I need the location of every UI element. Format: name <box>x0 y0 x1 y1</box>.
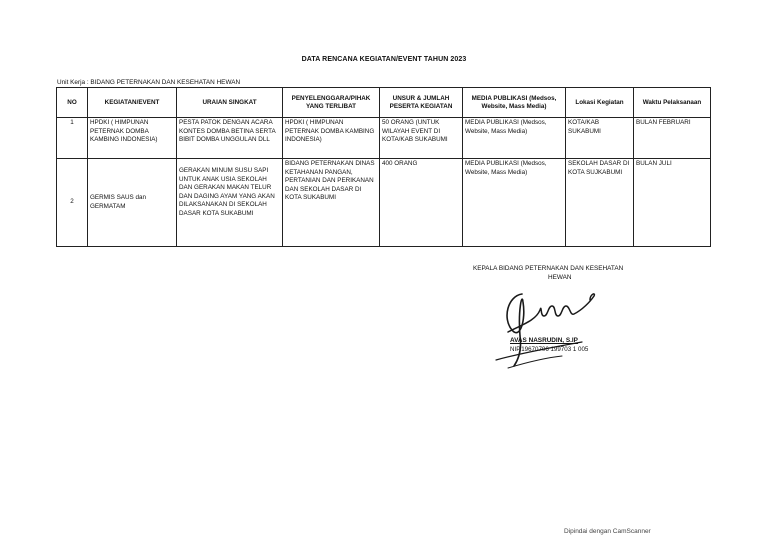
cell-uraian: PESTA PATOK DENGAN ACARA KONTES DOMBA BETINA SERTA BIBIT DOMBA UNGGULAN DLL <box>177 118 283 159</box>
cell-lokasi: SEKOLAH DASAR DI KOTA SUJKABUMI <box>566 159 634 247</box>
unit-kerja: Unit Kerja : BIDANG PETERNAKAN DAN KESEHATAN HEWAN <box>57 79 241 86</box>
cell-uraian: GERAKAN MINUM SUSU SAPI UNTUK ANAK USIA SEKOLAH DAN GERAKAN MAKAN TELUR DAN DAGING AYAM YANG AKAN DILAKSANAKAN DI SEKOLAH DASAR KOTA SUKABUMI <box>177 159 283 247</box>
cell-kegiatan: HPDKI ( HIMPUNAN PETERNAK DOMBA KAMBING INDONESIA) <box>88 118 177 159</box>
col-header-no: NO <box>57 88 88 118</box>
cell-peserta: 400 ORANG <box>380 159 463 247</box>
table-header-row <box>57 88 711 118</box>
handwritten-signature <box>478 280 618 370</box>
cell-media: MEDIA PUBLIKASI (Medsos, Website, Mass Media) <box>463 118 566 159</box>
col-header-lokasi: Lokasi Kegiatan <box>566 88 634 118</box>
col-header-penyelenggara: PENYELENGGARA/PIHAK YANG TERLIBAT <box>283 88 380 118</box>
cell-lokasi: KOTA/KAB SUKABUMI <box>566 118 634 159</box>
cell-penyelenggara: HPDKI ( HIMPUNAN PETERNAK DOMBA KAMBING INDONESIA) <box>283 118 380 159</box>
col-header-uraian: URAIAN SINGKAT <box>177 88 283 118</box>
cell-media: MEDIA PUBLIKASI (Medsos, Website, Mass Media) <box>463 159 566 247</box>
scanner-watermark: Dipindai dengan CamScanner <box>564 528 651 535</box>
cell-peserta: 50 ORANG (UNTUK WILAYAH EVENT DI KOTA/KAB SUKABUMI <box>380 118 463 159</box>
col-header-waktu: Waktu Pelaksanaan <box>634 88 711 118</box>
table-row <box>57 159 711 247</box>
cell-no: 1 <box>57 118 88 159</box>
signature-title-line1: KEPALA BIDANG PETERNAKAN DAN KESEHATAN <box>473 265 624 272</box>
document-title: DATA RENCANA KEGIATAN/EVENT TAHUN 2023 <box>301 56 467 63</box>
cell-penyelenggara: BIDANG PETERNAKAN DINAS KETAHANAN PANGAN, PERTANIAN DAN PERIKANAN DAN SEKOLAH DASAR DI KOTA SUKABUMI <box>283 159 380 247</box>
cell-no: 2 <box>57 159 88 247</box>
cell-waktu: BULAN JULI <box>634 159 711 247</box>
activity-table <box>56 87 711 247</box>
col-header-kegiatan: KEGIATAN/EVENT <box>88 88 177 118</box>
signatory-name: AVAS NASRUDIN, S.IP <box>510 337 578 344</box>
table-row <box>57 118 711 159</box>
cell-waktu: BULAN FEBRUARI <box>634 118 711 159</box>
col-header-peserta: UNSUR & JUMLAH PESERTA KEGIATAN <box>380 88 463 118</box>
signature-title-line2: HEWAN <box>548 274 572 281</box>
cell-kegiatan: GERMIS SAUS dan GERMATAM <box>88 159 177 247</box>
col-header-media: MEDIA PUBLIKASI (Medsos, Website, Mass Media) <box>463 88 566 118</box>
signatory-nip: NIP.19670706 199703 1 005 <box>510 346 589 353</box>
